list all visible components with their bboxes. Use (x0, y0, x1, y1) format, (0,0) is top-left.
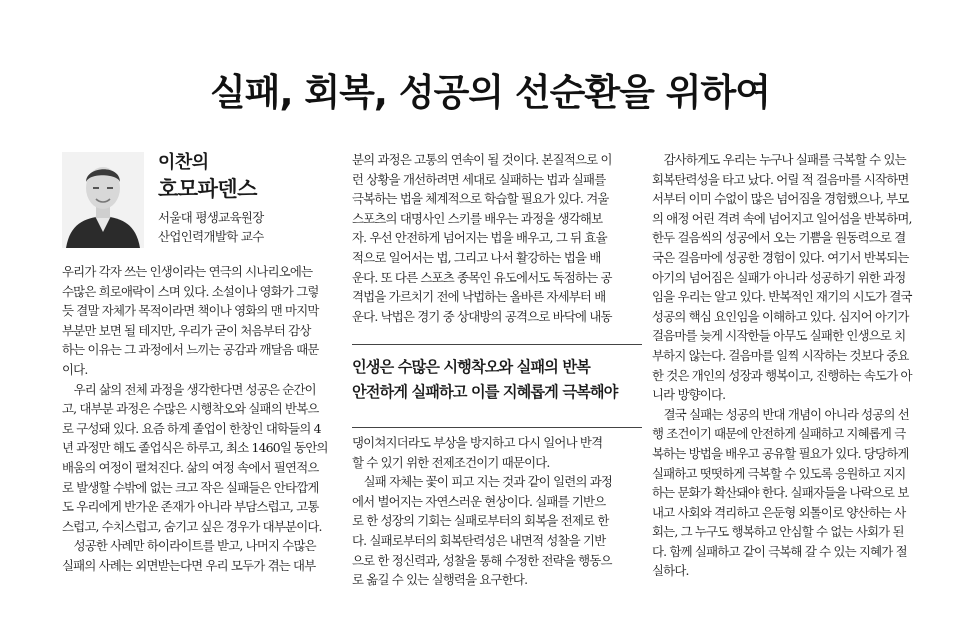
text-line: 이다. (62, 361, 88, 377)
text-line: 성공한 사례만 하이라이트를 받고, 나머지 수많은 (62, 538, 316, 554)
text-line: 도 우리에게 반가운 존재가 아니라 부담스럽고, 고통 (62, 499, 319, 515)
text-line: 운다. 낙법은 경기 중 상대방의 공격으로 바닥에 내동 (352, 308, 612, 324)
text-line: 한 것은 개인의 성장과 행복이고, 진행하는 속도가 아 (652, 367, 912, 383)
author-affiliation (158, 208, 264, 246)
text-line: 극복하는 법을 체계적으로 학습할 필요가 있다. 겨울 (352, 191, 609, 207)
author-title-1: 서울대 평생교육원장 (158, 210, 264, 225)
text-line: 분의 과정은 고통의 연속이 될 것이다. 본질적으로 이 (352, 152, 612, 167)
text-line: 내고 사회와 격리하고 은둔형 외톨이로 양산하는 사 (652, 504, 906, 520)
text-line: 실하다. (652, 563, 689, 579)
pull-quote-line: 안전하게 실패하고 이를 지혜롭게 극복해야 (352, 383, 618, 401)
text-line: 자. 우선 안전하게 넘어지는 법을 배우고, 그 뒤 효율 (352, 230, 607, 246)
text-line: 행 조건이기 때문에 안전하게 실패하고 지혜롭게 극 (652, 426, 906, 442)
text-line: 결국 실패는 성공의 반대 개념이 아니라 성공의 선 (652, 406, 909, 422)
author-portrait-icon (62, 152, 144, 248)
text-line: 로 옮길 수 있는 실행력을 요구한다. (352, 572, 528, 588)
text-line: 듯 결말 자체가 목적이라면 책이나 영화의 맨 마지막 (62, 303, 319, 319)
text-line: 부하지 않는다. 걸음마를 일찍 시작하는 것보다 중요 (652, 347, 909, 363)
text-line: 하는 이유는 그 과정에서 느끼는 공감과 깨달음 때문 (62, 342, 319, 358)
text-line: 배움의 여정이 펼쳐진다. 삶의 여정 속에서 필연적으 (62, 459, 319, 475)
text-line: 스럽고, 수치스럽고, 숨기고 싶은 경우가 대부분이다. (62, 518, 322, 534)
author-title-2: 산업인력개발학 교수 (158, 229, 264, 244)
column-series-title: 호모파덴스 (158, 177, 257, 201)
text-line: 실패 자체는 꽃이 피고 지는 것과 같이 일련의 과정 (352, 474, 613, 490)
text-line: 으로 한 정신력과, 성찰을 통해 수정한 전략을 행동으 (352, 552, 612, 568)
text-line: 로 발생할 수밖에 없는 크고 작은 실패들은 안타깝게 (62, 479, 319, 495)
text-line: 운다. 또 다른 스포츠 종목인 유도에서도 독점하는 공 (352, 269, 612, 285)
text-line: 수많은 희로애락이 스며 있다. 소설이나 영화가 그렇 (62, 283, 319, 299)
author-name (158, 150, 257, 202)
text-line: 의 애정 어린 격려 속에 넘어지고 일어섬을 반복하며, (652, 210, 912, 226)
text-line: 회복탄력성을 타고 났다. 어릴 적 걸음마를 시작하면 (652, 171, 909, 187)
text-line: 걸음마를 늦게 시작한들 아무도 실패한 인생으로 치 (652, 328, 906, 344)
byline (62, 150, 347, 250)
text-line: 복하는 방법을 배우고 공유할 필요가 있다. 당당하게 (652, 445, 909, 461)
text-line: 적으로 일어서는 법, 그리고 나서 활강하는 법을 배 (352, 249, 601, 265)
text-line: 우리가 각자 쓰는 인생이라는 연극의 시나리오에는 (62, 264, 313, 279)
text-line: 런 상황을 개선하려면 세대로 실패하는 법과 실패를 (352, 171, 606, 187)
pull-quote (352, 344, 642, 428)
text-line: 격법을 가르치기 전에 낙법하는 올바른 자세부터 배 (352, 289, 606, 305)
text-line: 다. 실패로부터의 회복탄력성은 내면적 성찰을 기반 (352, 532, 606, 548)
article-column-1 (62, 262, 347, 576)
column-series-name: 이찬의 (158, 152, 209, 173)
text-line: 하는 문화가 확산돼야 한다. 실패자들을 나락으로 보 (652, 485, 909, 501)
text-line: 스포츠의 대명사인 스키를 배우는 과정을 생각해보 (352, 210, 603, 226)
text-line: 년 과정만 해도 졸업식은 하루고, 최소 1460일 동안의 (62, 440, 328, 456)
text-line: 로 구성돼 있다. 요즘 하계 졸업이 한창인 대학들의 4 (62, 420, 321, 436)
text-line: 아기의 넘어짐은 실패가 아니라 성공하기 위한 과정 (652, 269, 906, 285)
text-line: 국은 걸음마에 성공한 경험이 있다. 여기서 반복되는 (652, 249, 909, 265)
text-line: 할 수 있기 위한 전제조건이기 때문이다. (352, 454, 550, 470)
text-line: 에서 벌어지는 자연스러운 현상이다. 실패를 기반으 (352, 493, 606, 509)
article-column-2 (352, 150, 642, 326)
article-column-2-continued (352, 433, 642, 590)
text-line: 한두 걸음씩의 성공에서 오는 기쁨을 원동력으로 결 (652, 230, 906, 246)
text-line: 실패의 사례는 외면받는다면 우리 모두가 겪는 대부 (62, 557, 316, 573)
text-line: 실패하고 떳떳하게 극복할 수 있도록 응원하고 지지 (652, 465, 906, 481)
text-line: 댕이쳐지더라도 부상을 방지하고 다시 일어나 반격 (352, 435, 603, 450)
text-line: 성공의 핵심 요인임을 이해하고 있다. 심지어 아기가 (652, 308, 909, 324)
pull-quote-line: 인생은 수많은 시행착오와 실패의 반복 (352, 358, 590, 376)
text-line: 다. 함께 실패하고 같이 극복해 갈 수 있는 지혜가 절 (652, 543, 907, 559)
headline: 실패, 회복, 성공의 선순환을 위하여 (209, 71, 771, 114)
text-line: 고, 대부분 과정은 수많은 시행착오와 실패의 반복으 (62, 401, 319, 417)
text-line: 임을 우리는 알고 있다. 반복적인 재기의 시도가 결국 (652, 289, 912, 305)
text-line: 우리 삶의 전체 과정을 생각한다면 성공은 순간이 (62, 381, 316, 397)
text-line: 감사하게도 우리는 누구나 실패를 극복할 수 있는 (652, 152, 906, 167)
article-column-3 (652, 150, 934, 581)
text-line: 부분만 보면 될 테지만, 우리가 굳이 처음부터 감상 (62, 322, 311, 338)
text-line: 로 한 성장의 기회는 실패로부터의 회복을 전제로 한 (352, 513, 609, 529)
text-line: 서부터 이미 수없이 많은 넘어짐을 경험했으나, 부모 (652, 191, 909, 207)
text-line: 니라 방향이다. (652, 387, 726, 403)
text-line: 회는, 그 누구도 행복하고 안심할 수 없는 사회가 된 (652, 524, 904, 540)
